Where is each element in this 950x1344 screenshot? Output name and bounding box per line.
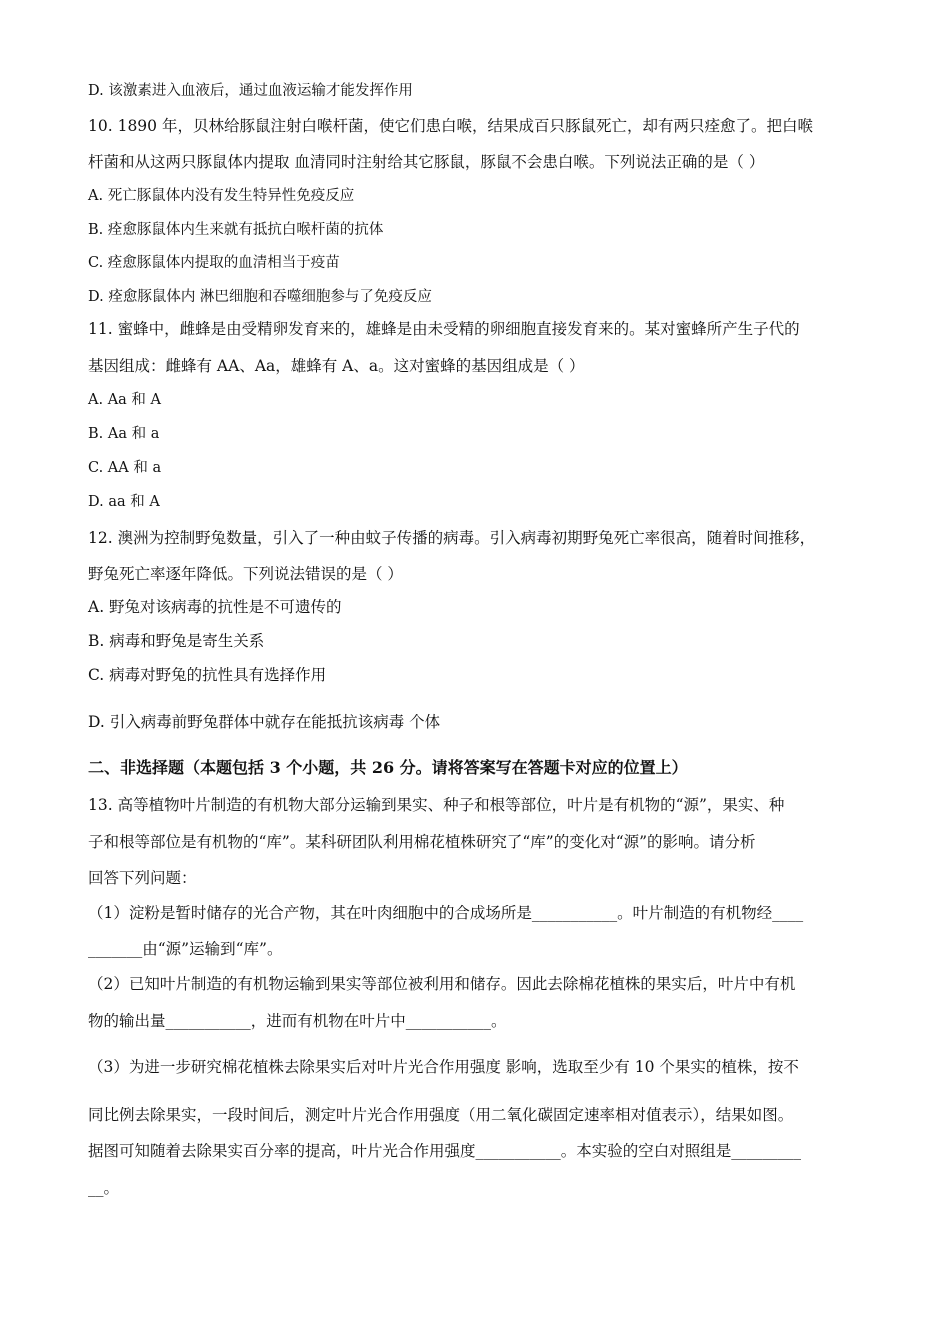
section-2-heading: 二、非选择题（本题包括 3 个小题，共 26 分。请将答案写在答题卡对应的位置上） xyxy=(88,758,688,777)
q10-option-a: A. 死亡豚鼠体内没有发生特异性免疫反应 xyxy=(88,188,355,204)
q13-part3-line-2: 同比例去除果实，一段时间后，测定叶片光合作用强度（用二氧化碳固定速率相对值表示），结果如图。 xyxy=(88,1106,794,1124)
q12-stem-line-2: 野兔死亡率逐年降低。下列说法错误的是（ ） xyxy=(88,565,403,583)
q11-option-c: C. AA 和 a xyxy=(88,460,162,476)
q11-option-d: D. aa 和 A xyxy=(88,494,160,510)
q10-option-d: D. 痊愈豚鼠体内 淋巴细胞和吞噬细胞参与了免疫反应 xyxy=(88,289,432,305)
q11-stem-line-1: 11. 蜜蜂中，雌蜂是由受精卵发育来的，雄蜂是由未受精的卵细胞直接发育来的。某对蜜蜂所产生子代的 xyxy=(88,320,800,338)
q13-stem-line-1: 13. 高等植物叶片制造的有机物大部分运输到果实、种子和根等部位，叶片是有机物的“源”，果实、种 xyxy=(88,796,785,814)
q9-option-d: D. 该激素进入血液后，通过血液运输才能发挥作用 xyxy=(88,83,413,99)
q13-stem-line-3: 回答下列问题： xyxy=(88,869,197,887)
q12-option-d: D. 引入病毒前野兔群体中就存在能抵抗该病毒 个体 xyxy=(88,713,441,731)
q13-part1-line-1: （1）淀粉是暂时储存的光合产物，其在叶肉细胞中的合成场所是___________。叶片制造的有机物经____ xyxy=(88,904,804,922)
q13-part2-line-1: （2）已知叶片制造的有机物运输到果实等部位被利用和储存。因此去除棉花植株的果实后，叶片中有机 xyxy=(88,975,796,993)
q13-part2-line-2: 物的输出量___________，进而有机物在叶片中___________。 xyxy=(88,1012,507,1030)
q13-part3-line-4: __。 xyxy=(88,1179,120,1197)
q10-option-c: C. 痊愈豚鼠体内提取的血清相当于疫苗 xyxy=(88,255,340,271)
q13-part3-line-3: 据图可知随着去除果实百分率的提高，叶片光合作用强度___________。本实验的空白对照组是_________ xyxy=(88,1142,802,1160)
q10-stem-line-2: 杆菌和从这两只豚鼠体内提取 血清同时注射给其它豚鼠，豚鼠不会患白喉。下列说法正确的是（ ） xyxy=(88,153,765,171)
q13-part3-line-1: （3）为进一步研究棉花植株去除果实后对叶片光合作用强度 影响，选取至少有 10 个果实的植株，按不 xyxy=(88,1058,799,1076)
q10-stem-line-1: 10. 1890 年，贝林给豚鼠注射白喉杆菌，使它们患白喉，结果成百只豚鼠死亡，却有两只痊愈了。把白喉 xyxy=(88,117,813,135)
q12-option-a: A. 野兔对该病毒的抗性是不可遗传的 xyxy=(88,598,342,616)
q13-part1-line-2: _______由“源”运输到“库”。 xyxy=(88,940,283,958)
q12-stem-line-1: 12. 澳洲为控制野兔数量，引入了一种由蚊子传播的病毒。引入病毒初期野兔死亡率很高，随着时间推移， xyxy=(88,529,816,547)
q10-option-b: B. 痊愈豚鼠体内生来就有抵抗白喉杆菌的抗体 xyxy=(88,222,384,238)
q11-option-a: A. Aa 和 A xyxy=(88,392,161,408)
q11-stem-line-2: 基因组成：雌蜂有 AA、Aa，雄蜂有 A、a。这对蜜蜂的基因组成是（ ） xyxy=(88,357,585,375)
q11-option-b: B. Aa 和 a xyxy=(88,426,160,442)
q13-stem-line-2: 子和根等部位是有机物的“库”。某科研团队利用棉花植株研究了“库”的变化对“源”的影响。请分析 xyxy=(88,833,756,851)
q12-option-c: C. 病毒对野兔的抗性具有选择作用 xyxy=(88,666,327,684)
q12-option-b: B. 病毒和野兔是寄生关系 xyxy=(88,632,265,650)
